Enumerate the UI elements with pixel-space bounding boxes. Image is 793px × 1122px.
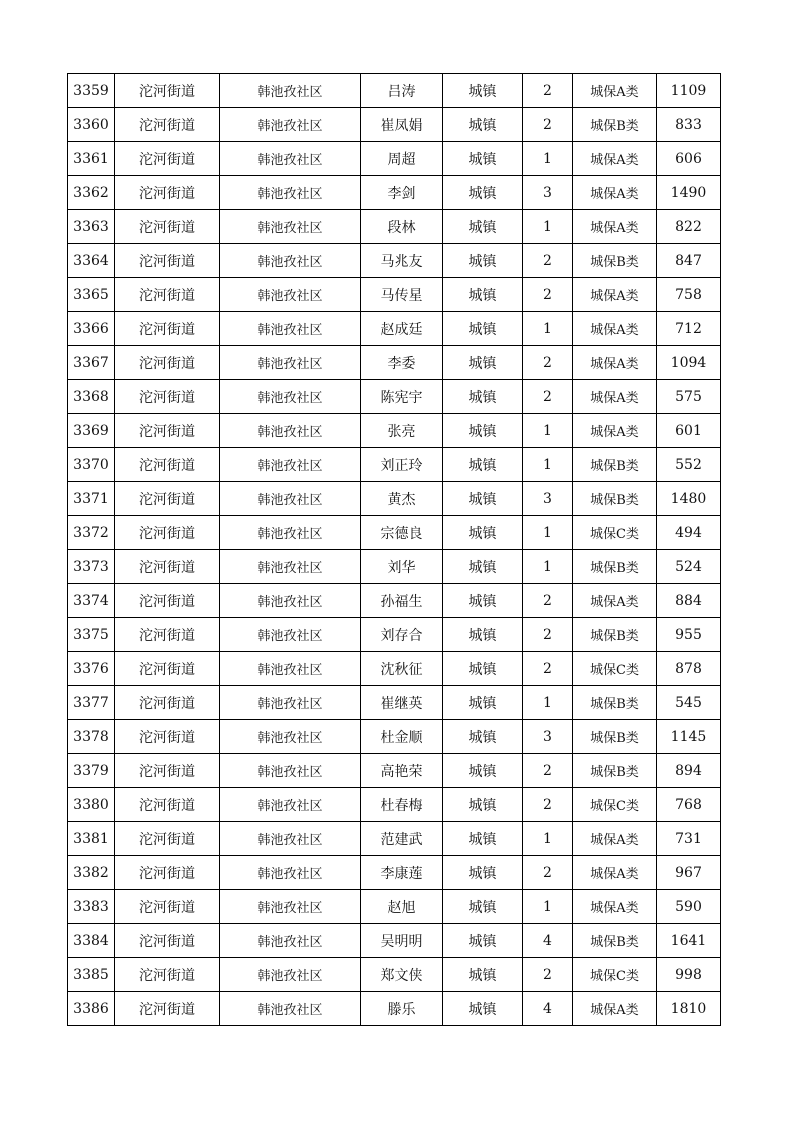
- serial-cell: 3362: [68, 176, 115, 210]
- serial-cell: 3360: [68, 108, 115, 142]
- persons-cell: 2: [523, 958, 573, 992]
- area-type-cell: 城镇: [443, 856, 523, 890]
- category-cell: 城保A类: [573, 74, 657, 108]
- amount-cell: 1480: [657, 482, 721, 516]
- table-row: [68, 992, 721, 1026]
- table-row: [68, 108, 721, 142]
- table-row: [68, 618, 721, 652]
- persons-cell: 4: [523, 992, 573, 1026]
- name-cell: 赵旭: [361, 890, 443, 924]
- persons-cell: 2: [523, 754, 573, 788]
- category-cell: 城保C类: [573, 788, 657, 822]
- name-cell: 刘存合: [361, 618, 443, 652]
- table-row: [68, 720, 721, 754]
- area-type-cell: 城镇: [443, 992, 523, 1026]
- community-cell: 韩池孜社区: [220, 618, 361, 652]
- table-row: [68, 176, 721, 210]
- persons-cell: 2: [523, 380, 573, 414]
- area-type-cell: 城镇: [443, 312, 523, 346]
- street-cell: 沱河街道: [115, 176, 220, 210]
- persons-cell: 1: [523, 448, 573, 482]
- table-row: [68, 346, 721, 380]
- household-table: [67, 73, 721, 1026]
- table-row: [68, 822, 721, 856]
- amount-cell: 1810: [657, 992, 721, 1026]
- amount-cell: 545: [657, 686, 721, 720]
- amount-cell: 731: [657, 822, 721, 856]
- persons-cell: 3: [523, 720, 573, 754]
- category-cell: 城保B类: [573, 108, 657, 142]
- persons-cell: 2: [523, 346, 573, 380]
- community-cell: 韩池孜社区: [220, 516, 361, 550]
- amount-cell: 552: [657, 448, 721, 482]
- street-cell: 沱河街道: [115, 74, 220, 108]
- table-row: [68, 482, 721, 516]
- category-cell: 城保A类: [573, 890, 657, 924]
- area-type-cell: 城镇: [443, 482, 523, 516]
- category-cell: 城保A类: [573, 584, 657, 618]
- area-type-cell: 城镇: [443, 142, 523, 176]
- street-cell: 沱河街道: [115, 856, 220, 890]
- serial-cell: 3365: [68, 278, 115, 312]
- category-cell: 城保A类: [573, 278, 657, 312]
- street-cell: 沱河街道: [115, 618, 220, 652]
- amount-cell: 955: [657, 618, 721, 652]
- area-type-cell: 城镇: [443, 958, 523, 992]
- street-cell: 沱河街道: [115, 346, 220, 380]
- persons-cell: 2: [523, 652, 573, 686]
- amount-cell: 590: [657, 890, 721, 924]
- name-cell: 杜春梅: [361, 788, 443, 822]
- serial-cell: 3386: [68, 992, 115, 1026]
- category-cell: 城保A类: [573, 142, 657, 176]
- name-cell: 崔继英: [361, 686, 443, 720]
- category-cell: 城保A类: [573, 380, 657, 414]
- area-type-cell: 城镇: [443, 618, 523, 652]
- name-cell: 滕乐: [361, 992, 443, 1026]
- category-cell: 城保C类: [573, 958, 657, 992]
- serial-cell: 3372: [68, 516, 115, 550]
- community-cell: 韩池孜社区: [220, 652, 361, 686]
- street-cell: 沱河街道: [115, 992, 220, 1026]
- amount-cell: 1109: [657, 74, 721, 108]
- name-cell: 崔凤娟: [361, 108, 443, 142]
- persons-cell: 2: [523, 244, 573, 278]
- persons-cell: 2: [523, 584, 573, 618]
- amount-cell: 1145: [657, 720, 721, 754]
- street-cell: 沱河街道: [115, 108, 220, 142]
- community-cell: 韩池孜社区: [220, 822, 361, 856]
- category-cell: 城保A类: [573, 856, 657, 890]
- name-cell: 赵成廷: [361, 312, 443, 346]
- amount-cell: 878: [657, 652, 721, 686]
- community-cell: 韩池孜社区: [220, 720, 361, 754]
- category-cell: 城保B类: [573, 550, 657, 584]
- name-cell: 杜金顺: [361, 720, 443, 754]
- street-cell: 沱河街道: [115, 380, 220, 414]
- category-cell: 城保B类: [573, 618, 657, 652]
- street-cell: 沱河街道: [115, 652, 220, 686]
- serial-cell: 3375: [68, 618, 115, 652]
- serial-cell: 3378: [68, 720, 115, 754]
- name-cell: 段林: [361, 210, 443, 244]
- amount-cell: 601: [657, 414, 721, 448]
- serial-cell: 3361: [68, 142, 115, 176]
- amount-cell: 768: [657, 788, 721, 822]
- area-type-cell: 城镇: [443, 924, 523, 958]
- community-cell: 韩池孜社区: [220, 414, 361, 448]
- area-type-cell: 城镇: [443, 244, 523, 278]
- category-cell: 城保A类: [573, 992, 657, 1026]
- street-cell: 沱河街道: [115, 482, 220, 516]
- street-cell: 沱河街道: [115, 686, 220, 720]
- persons-cell: 2: [523, 618, 573, 652]
- table-body: [68, 74, 721, 1026]
- category-cell: 城保B类: [573, 448, 657, 482]
- table-row: [68, 652, 721, 686]
- area-type-cell: 城镇: [443, 448, 523, 482]
- amount-cell: 1094: [657, 346, 721, 380]
- community-cell: 韩池孜社区: [220, 856, 361, 890]
- table-row: [68, 856, 721, 890]
- name-cell: 李康莲: [361, 856, 443, 890]
- street-cell: 沱河街道: [115, 312, 220, 346]
- table-row: [68, 278, 721, 312]
- table-row: [68, 244, 721, 278]
- serial-cell: 3379: [68, 754, 115, 788]
- name-cell: 李剑: [361, 176, 443, 210]
- area-type-cell: 城镇: [443, 652, 523, 686]
- serial-cell: 3385: [68, 958, 115, 992]
- name-cell: 郑文侠: [361, 958, 443, 992]
- street-cell: 沱河街道: [115, 924, 220, 958]
- street-cell: 沱河街道: [115, 516, 220, 550]
- category-cell: 城保A类: [573, 346, 657, 380]
- community-cell: 韩池孜社区: [220, 380, 361, 414]
- name-cell: 宗德良: [361, 516, 443, 550]
- serial-cell: 3363: [68, 210, 115, 244]
- serial-cell: 3371: [68, 482, 115, 516]
- amount-cell: 967: [657, 856, 721, 890]
- persons-cell: 1: [523, 210, 573, 244]
- name-cell: 马传星: [361, 278, 443, 312]
- amount-cell: 606: [657, 142, 721, 176]
- serial-cell: 3370: [68, 448, 115, 482]
- area-type-cell: 城镇: [443, 414, 523, 448]
- serial-cell: 3384: [68, 924, 115, 958]
- amount-cell: 822: [657, 210, 721, 244]
- serial-cell: 3376: [68, 652, 115, 686]
- name-cell: 陈宪宇: [361, 380, 443, 414]
- amount-cell: 1490: [657, 176, 721, 210]
- area-type-cell: 城镇: [443, 788, 523, 822]
- table-row: [68, 448, 721, 482]
- persons-cell: 3: [523, 482, 573, 516]
- serial-cell: 3368: [68, 380, 115, 414]
- persons-cell: 1: [523, 822, 573, 856]
- amount-cell: 575: [657, 380, 721, 414]
- street-cell: 沱河街道: [115, 448, 220, 482]
- serial-cell: 3381: [68, 822, 115, 856]
- table-row: [68, 584, 721, 618]
- serial-cell: 3380: [68, 788, 115, 822]
- area-type-cell: 城镇: [443, 890, 523, 924]
- persons-cell: 2: [523, 74, 573, 108]
- category-cell: 城保B类: [573, 924, 657, 958]
- table-row: [68, 414, 721, 448]
- category-cell: 城保B类: [573, 686, 657, 720]
- street-cell: 沱河街道: [115, 754, 220, 788]
- table-row: [68, 924, 721, 958]
- area-type-cell: 城镇: [443, 822, 523, 856]
- name-cell: 吴明明: [361, 924, 443, 958]
- name-cell: 刘正玲: [361, 448, 443, 482]
- area-type-cell: 城镇: [443, 74, 523, 108]
- community-cell: 韩池孜社区: [220, 244, 361, 278]
- street-cell: 沱河街道: [115, 244, 220, 278]
- area-type-cell: 城镇: [443, 720, 523, 754]
- amount-cell: 524: [657, 550, 721, 584]
- serial-cell: 3383: [68, 890, 115, 924]
- serial-cell: 3359: [68, 74, 115, 108]
- name-cell: 范建武: [361, 822, 443, 856]
- community-cell: 韩池孜社区: [220, 312, 361, 346]
- name-cell: 马兆友: [361, 244, 443, 278]
- table-row: [68, 550, 721, 584]
- table-row: [68, 754, 721, 788]
- table-row: [68, 890, 721, 924]
- name-cell: 周超: [361, 142, 443, 176]
- persons-cell: 1: [523, 142, 573, 176]
- persons-cell: 1: [523, 550, 573, 584]
- persons-cell: 3: [523, 176, 573, 210]
- category-cell: 城保B类: [573, 720, 657, 754]
- serial-cell: 3364: [68, 244, 115, 278]
- area-type-cell: 城镇: [443, 210, 523, 244]
- community-cell: 韩池孜社区: [220, 448, 361, 482]
- table-row: [68, 686, 721, 720]
- table-row: [68, 788, 721, 822]
- area-type-cell: 城镇: [443, 108, 523, 142]
- amount-cell: 884: [657, 584, 721, 618]
- category-cell: 城保B类: [573, 754, 657, 788]
- community-cell: 韩池孜社区: [220, 210, 361, 244]
- category-cell: 城保B类: [573, 482, 657, 516]
- street-cell: 沱河街道: [115, 822, 220, 856]
- amount-cell: 833: [657, 108, 721, 142]
- serial-cell: 3367: [68, 346, 115, 380]
- serial-cell: 3377: [68, 686, 115, 720]
- category-cell: 城保A类: [573, 822, 657, 856]
- table-row: [68, 312, 721, 346]
- area-type-cell: 城镇: [443, 584, 523, 618]
- name-cell: 李委: [361, 346, 443, 380]
- community-cell: 韩池孜社区: [220, 992, 361, 1026]
- name-cell: 沈秋征: [361, 652, 443, 686]
- area-type-cell: 城镇: [443, 550, 523, 584]
- street-cell: 沱河街道: [115, 142, 220, 176]
- community-cell: 韩池孜社区: [220, 142, 361, 176]
- street-cell: 沱河街道: [115, 414, 220, 448]
- area-type-cell: 城镇: [443, 754, 523, 788]
- persons-cell: 1: [523, 890, 573, 924]
- name-cell: 黄杰: [361, 482, 443, 516]
- table-row: [68, 74, 721, 108]
- serial-cell: 3374: [68, 584, 115, 618]
- amount-cell: 712: [657, 312, 721, 346]
- category-cell: 城保A类: [573, 312, 657, 346]
- category-cell: 城保C类: [573, 516, 657, 550]
- street-cell: 沱河街道: [115, 890, 220, 924]
- area-type-cell: 城镇: [443, 346, 523, 380]
- table-row: [68, 210, 721, 244]
- category-cell: 城保C类: [573, 652, 657, 686]
- persons-cell: 2: [523, 856, 573, 890]
- serial-cell: 3369: [68, 414, 115, 448]
- street-cell: 沱河街道: [115, 584, 220, 618]
- community-cell: 韩池孜社区: [220, 754, 361, 788]
- area-type-cell: 城镇: [443, 380, 523, 414]
- community-cell: 韩池孜社区: [220, 890, 361, 924]
- area-type-cell: 城镇: [443, 176, 523, 210]
- persons-cell: 4: [523, 924, 573, 958]
- community-cell: 韩池孜社区: [220, 924, 361, 958]
- persons-cell: 2: [523, 788, 573, 822]
- amount-cell: 758: [657, 278, 721, 312]
- persons-cell: 2: [523, 108, 573, 142]
- name-cell: 吕涛: [361, 74, 443, 108]
- category-cell: 城保A类: [573, 414, 657, 448]
- community-cell: 韩池孜社区: [220, 550, 361, 584]
- category-cell: 城保B类: [573, 244, 657, 278]
- amount-cell: 1641: [657, 924, 721, 958]
- name-cell: 张亮: [361, 414, 443, 448]
- table-row: [68, 380, 721, 414]
- street-cell: 沱河街道: [115, 550, 220, 584]
- table-row: [68, 958, 721, 992]
- category-cell: 城保A类: [573, 210, 657, 244]
- amount-cell: 494: [657, 516, 721, 550]
- amount-cell: 998: [657, 958, 721, 992]
- persons-cell: 1: [523, 516, 573, 550]
- community-cell: 韩池孜社区: [220, 74, 361, 108]
- category-cell: 城保A类: [573, 176, 657, 210]
- table-row: [68, 142, 721, 176]
- street-cell: 沱河街道: [115, 210, 220, 244]
- name-cell: 高艳荣: [361, 754, 443, 788]
- street-cell: 沱河街道: [115, 958, 220, 992]
- persons-cell: 1: [523, 312, 573, 346]
- table-row: [68, 516, 721, 550]
- area-type-cell: 城镇: [443, 516, 523, 550]
- serial-cell: 3382: [68, 856, 115, 890]
- street-cell: 沱河街道: [115, 720, 220, 754]
- street-cell: 沱河街道: [115, 788, 220, 822]
- name-cell: 刘华: [361, 550, 443, 584]
- amount-cell: 894: [657, 754, 721, 788]
- community-cell: 韩池孜社区: [220, 584, 361, 618]
- community-cell: 韩池孜社区: [220, 278, 361, 312]
- community-cell: 韩池孜社区: [220, 958, 361, 992]
- name-cell: 孙福生: [361, 584, 443, 618]
- area-type-cell: 城镇: [443, 278, 523, 312]
- community-cell: 韩池孜社区: [220, 176, 361, 210]
- serial-cell: 3366: [68, 312, 115, 346]
- community-cell: 韩池孜社区: [220, 108, 361, 142]
- persons-cell: 1: [523, 686, 573, 720]
- area-type-cell: 城镇: [443, 686, 523, 720]
- community-cell: 韩池孜社区: [220, 788, 361, 822]
- community-cell: 韩池孜社区: [220, 686, 361, 720]
- amount-cell: 847: [657, 244, 721, 278]
- persons-cell: 2: [523, 278, 573, 312]
- serial-cell: 3373: [68, 550, 115, 584]
- persons-cell: 1: [523, 414, 573, 448]
- street-cell: 沱河街道: [115, 278, 220, 312]
- community-cell: 韩池孜社区: [220, 346, 361, 380]
- community-cell: 韩池孜社区: [220, 482, 361, 516]
